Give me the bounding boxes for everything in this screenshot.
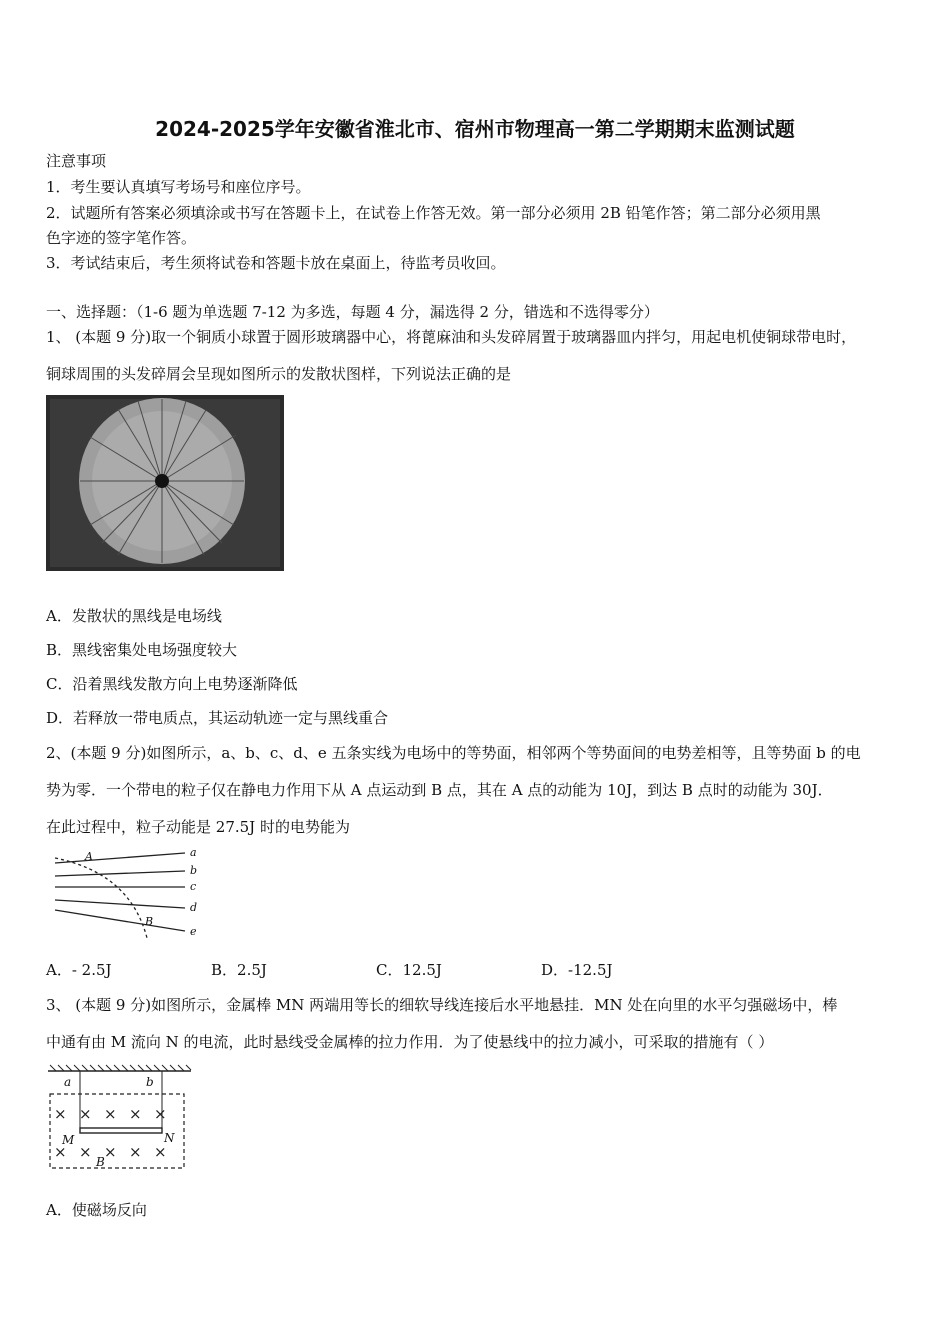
question-3-text: 中通有由 M 流向 N 的电流，此时悬线受金属棒的拉力作用．为了使悬线中的拉力减小，可采取的措施有（ ） xyxy=(46,1033,774,1051)
label-B: B xyxy=(145,915,154,928)
page-title: 2024-2025学年安徽省淮北市、宿州市物理高一第二学期期末监测试题 xyxy=(155,117,795,141)
svg-text:×: × xyxy=(79,1105,92,1123)
q2-option-a: A．- 2.5J xyxy=(46,961,112,979)
label-M: M xyxy=(62,1133,75,1147)
q2-option-d: D．-12.5J xyxy=(541,961,613,979)
q1-option-c: C．沿着黑线发散方向上电势逐渐降低 xyxy=(46,675,298,693)
q3-option-a: A．使磁场反向 xyxy=(46,1201,147,1219)
label-b: b xyxy=(146,1075,154,1089)
q2-figure-equipotentials xyxy=(50,843,210,947)
label-c: c xyxy=(190,880,197,893)
q1-option-a: A．发散状的黑线是电场线 xyxy=(46,607,222,625)
equipotential-diagram xyxy=(50,843,210,943)
svg-text:×: × xyxy=(129,1105,142,1123)
q2-option-c: C．12.5J xyxy=(376,961,442,979)
svg-text:×: × xyxy=(129,1143,142,1161)
question-3-text: 3、 (本题 9 分)如图所示，金属棒 MN 两端用等长的细软导线连接后水平地悬挂．MN 处在向里的水平匀强磁场中，棒 xyxy=(46,996,838,1014)
label-e: e xyxy=(190,925,197,938)
svg-text:×: × xyxy=(54,1105,67,1123)
question-1-text: 1、 (本题 9 分)取一个铜质小球置于圆形玻璃器中心，将蓖麻油和头发碎屑置于玻璃器皿内拌匀，用起电机使铜球带电时， xyxy=(46,328,857,346)
q1-option-b: B．黑线密集处电场强度较大 xyxy=(46,641,238,659)
q1-option-d: D．若释放一带电质点，其运动轨迹一定与黑线重合 xyxy=(46,709,389,727)
q2-option-b: B．2.5J xyxy=(211,961,267,979)
svg-text:×: × xyxy=(79,1143,92,1161)
svg-text:×: × xyxy=(154,1105,167,1123)
svg-text:×: × xyxy=(104,1143,117,1161)
notice-item: 2．试题所有答案必须填涂或书写在答题卡上，在试卷上作答无效。第一部分必须用 2B 铅笔作答；第二部分必须用黑 xyxy=(46,204,821,222)
q3-figure-magnetic-field xyxy=(46,1062,196,1178)
label-B: B xyxy=(96,1155,105,1169)
notice-item: 3．考试结束后，考生须将试卷和答题卡放在桌面上，待监考员收回。 xyxy=(46,254,506,272)
rod-in-field-diagram xyxy=(46,1062,196,1174)
question-2-text: 势为零．一个带电的粒子仅在静电力作用下从 A 点运动到 B 点，其在 A 点的动能为 10J，到达 B 点时的动能为 30J． xyxy=(46,781,833,799)
label-a: a xyxy=(64,1075,72,1089)
notice-item: 1．考生要认真填写考场号和座位序号。 xyxy=(46,178,311,196)
section-heading: 一、选择题：（1-6 题为单选题 7-12 为多选，每题 4 分，漏选得 2 分，错选和不选得零分） xyxy=(46,303,659,321)
label-a: a xyxy=(190,846,197,859)
label-d: d xyxy=(190,901,198,914)
notice-heading: 注意事项 xyxy=(46,152,107,170)
svg-text:×: × xyxy=(104,1105,117,1123)
question-1-text: 铜球周围的头发碎屑会呈现如图所示的发散状图样，下列说法正确的是 xyxy=(46,365,512,383)
q1-figure-photo xyxy=(46,395,284,575)
notice-item: 色字迹的签字笔作答。 xyxy=(46,229,197,247)
label-N: N xyxy=(164,1131,175,1145)
svg-text:×: × xyxy=(54,1143,67,1161)
question-2-text: 在此过程中，粒子动能是 27.5J 时的电势能为 xyxy=(46,818,350,836)
question-2-text: 2、(本题 9 分)如图所示，a、b、c、d、e 五条实线为电场中的等势面，相邻两个等势面间的电势差相等，且等势面 b 的电 xyxy=(46,744,861,762)
radial-pattern-photo xyxy=(46,395,284,571)
label-A: A xyxy=(85,850,93,863)
label-b: b xyxy=(190,864,198,877)
svg-text:×: × xyxy=(154,1143,167,1161)
